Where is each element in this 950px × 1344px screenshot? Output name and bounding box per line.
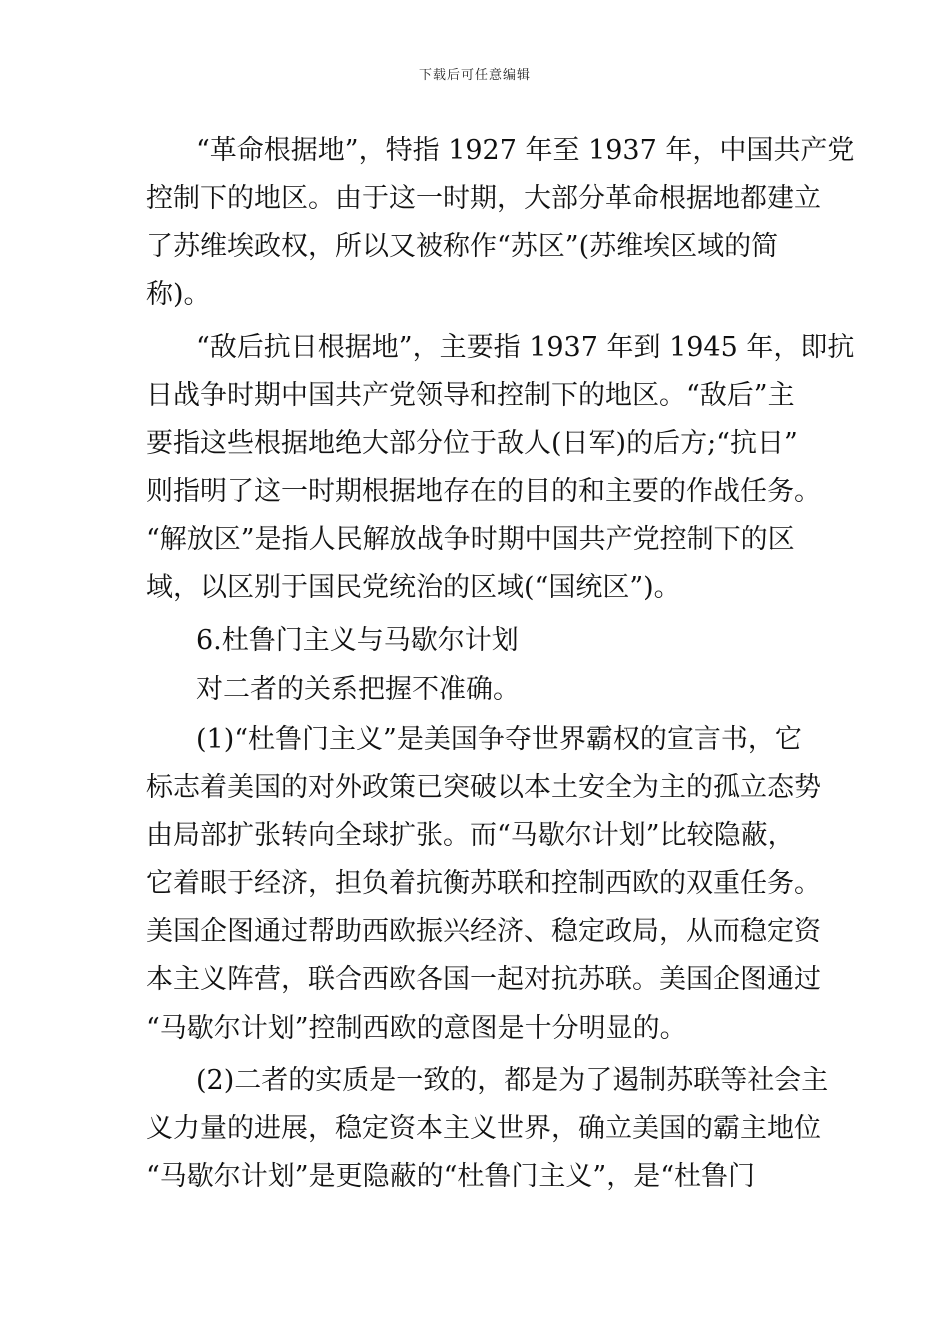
paragraph-line: 本主义阵营，联合西欧各国一起对抗苏联。美国企图通过 bbox=[146, 964, 821, 995]
paragraph-line: 对二者的关系把握不准确。 bbox=[196, 674, 520, 705]
paragraph-line: “马歇尔计划”控制西欧的意图是十分明显的。 bbox=[146, 1013, 687, 1044]
paragraph-line: 由局部扩张转向全球扩张。而“马歇尔计划”比较隐蔽， bbox=[146, 820, 795, 851]
paragraph-line: 义力量的进展，稳定资本主义世界，确立美国的霸主地位 bbox=[146, 1113, 821, 1144]
page-header: 下载后可任意编辑 bbox=[418, 68, 531, 83]
section-heading: 6.杜鲁门主义与马歇尔计划 bbox=[196, 625, 519, 656]
paragraph-line: “革命根据地”，特指 1927 年至 1937 年，中国共产党 bbox=[196, 135, 855, 166]
paragraph-line: “马歇尔计划”是更隐蔽的“杜鲁门主义”，是“杜鲁门 bbox=[146, 1161, 756, 1192]
paragraph-line: “敌后抗日根据地”，主要指 1937 年到 1945 年，即抗 bbox=[196, 332, 855, 363]
paragraph-line: 它着眼于经济，担负着抗衡苏联和控制西欧的双重任务。 bbox=[146, 868, 821, 899]
paragraph-line: 了苏维埃政权，所以又被称作“苏区”(苏维埃区域的简 bbox=[146, 231, 779, 262]
paragraph-line: 要指这些根据地绝大部分位于敌人(日军)的后方;“抗日” bbox=[146, 428, 798, 459]
paragraph-line: 美国企图通过帮助西欧振兴经济、稳定政局，从而稳定资 bbox=[146, 916, 821, 947]
paragraph-line: (1)“杜鲁门主义”是美国争夺世界霸权的宣言书，它 bbox=[196, 724, 802, 755]
paragraph-line: 域，以区别于国民党统治的区域(“国统区”)。 bbox=[146, 572, 681, 603]
paragraph-line: 则指明了这一时期根据地存在的目的和主要的作战任务。 bbox=[146, 476, 821, 507]
paragraph-line: 日战争时期中国共产党领导和控制下的地区。“敌后”主 bbox=[146, 380, 795, 411]
paragraph-line: 称)。 bbox=[146, 279, 211, 310]
paragraph-line: 标志着美国的对外政策已突破以本土安全为主的孤立态势 bbox=[146, 772, 821, 803]
paragraph-line: “解放区”是指人民解放战争时期中国共产党控制下的区 bbox=[146, 524, 795, 555]
paragraph-line: 控制下的地区。由于这一时期，大部分革命根据地都建立 bbox=[146, 183, 821, 214]
paragraph-line: (2)二者的实质是一致的，都是为了遏制苏联等社会主 bbox=[196, 1065, 829, 1096]
